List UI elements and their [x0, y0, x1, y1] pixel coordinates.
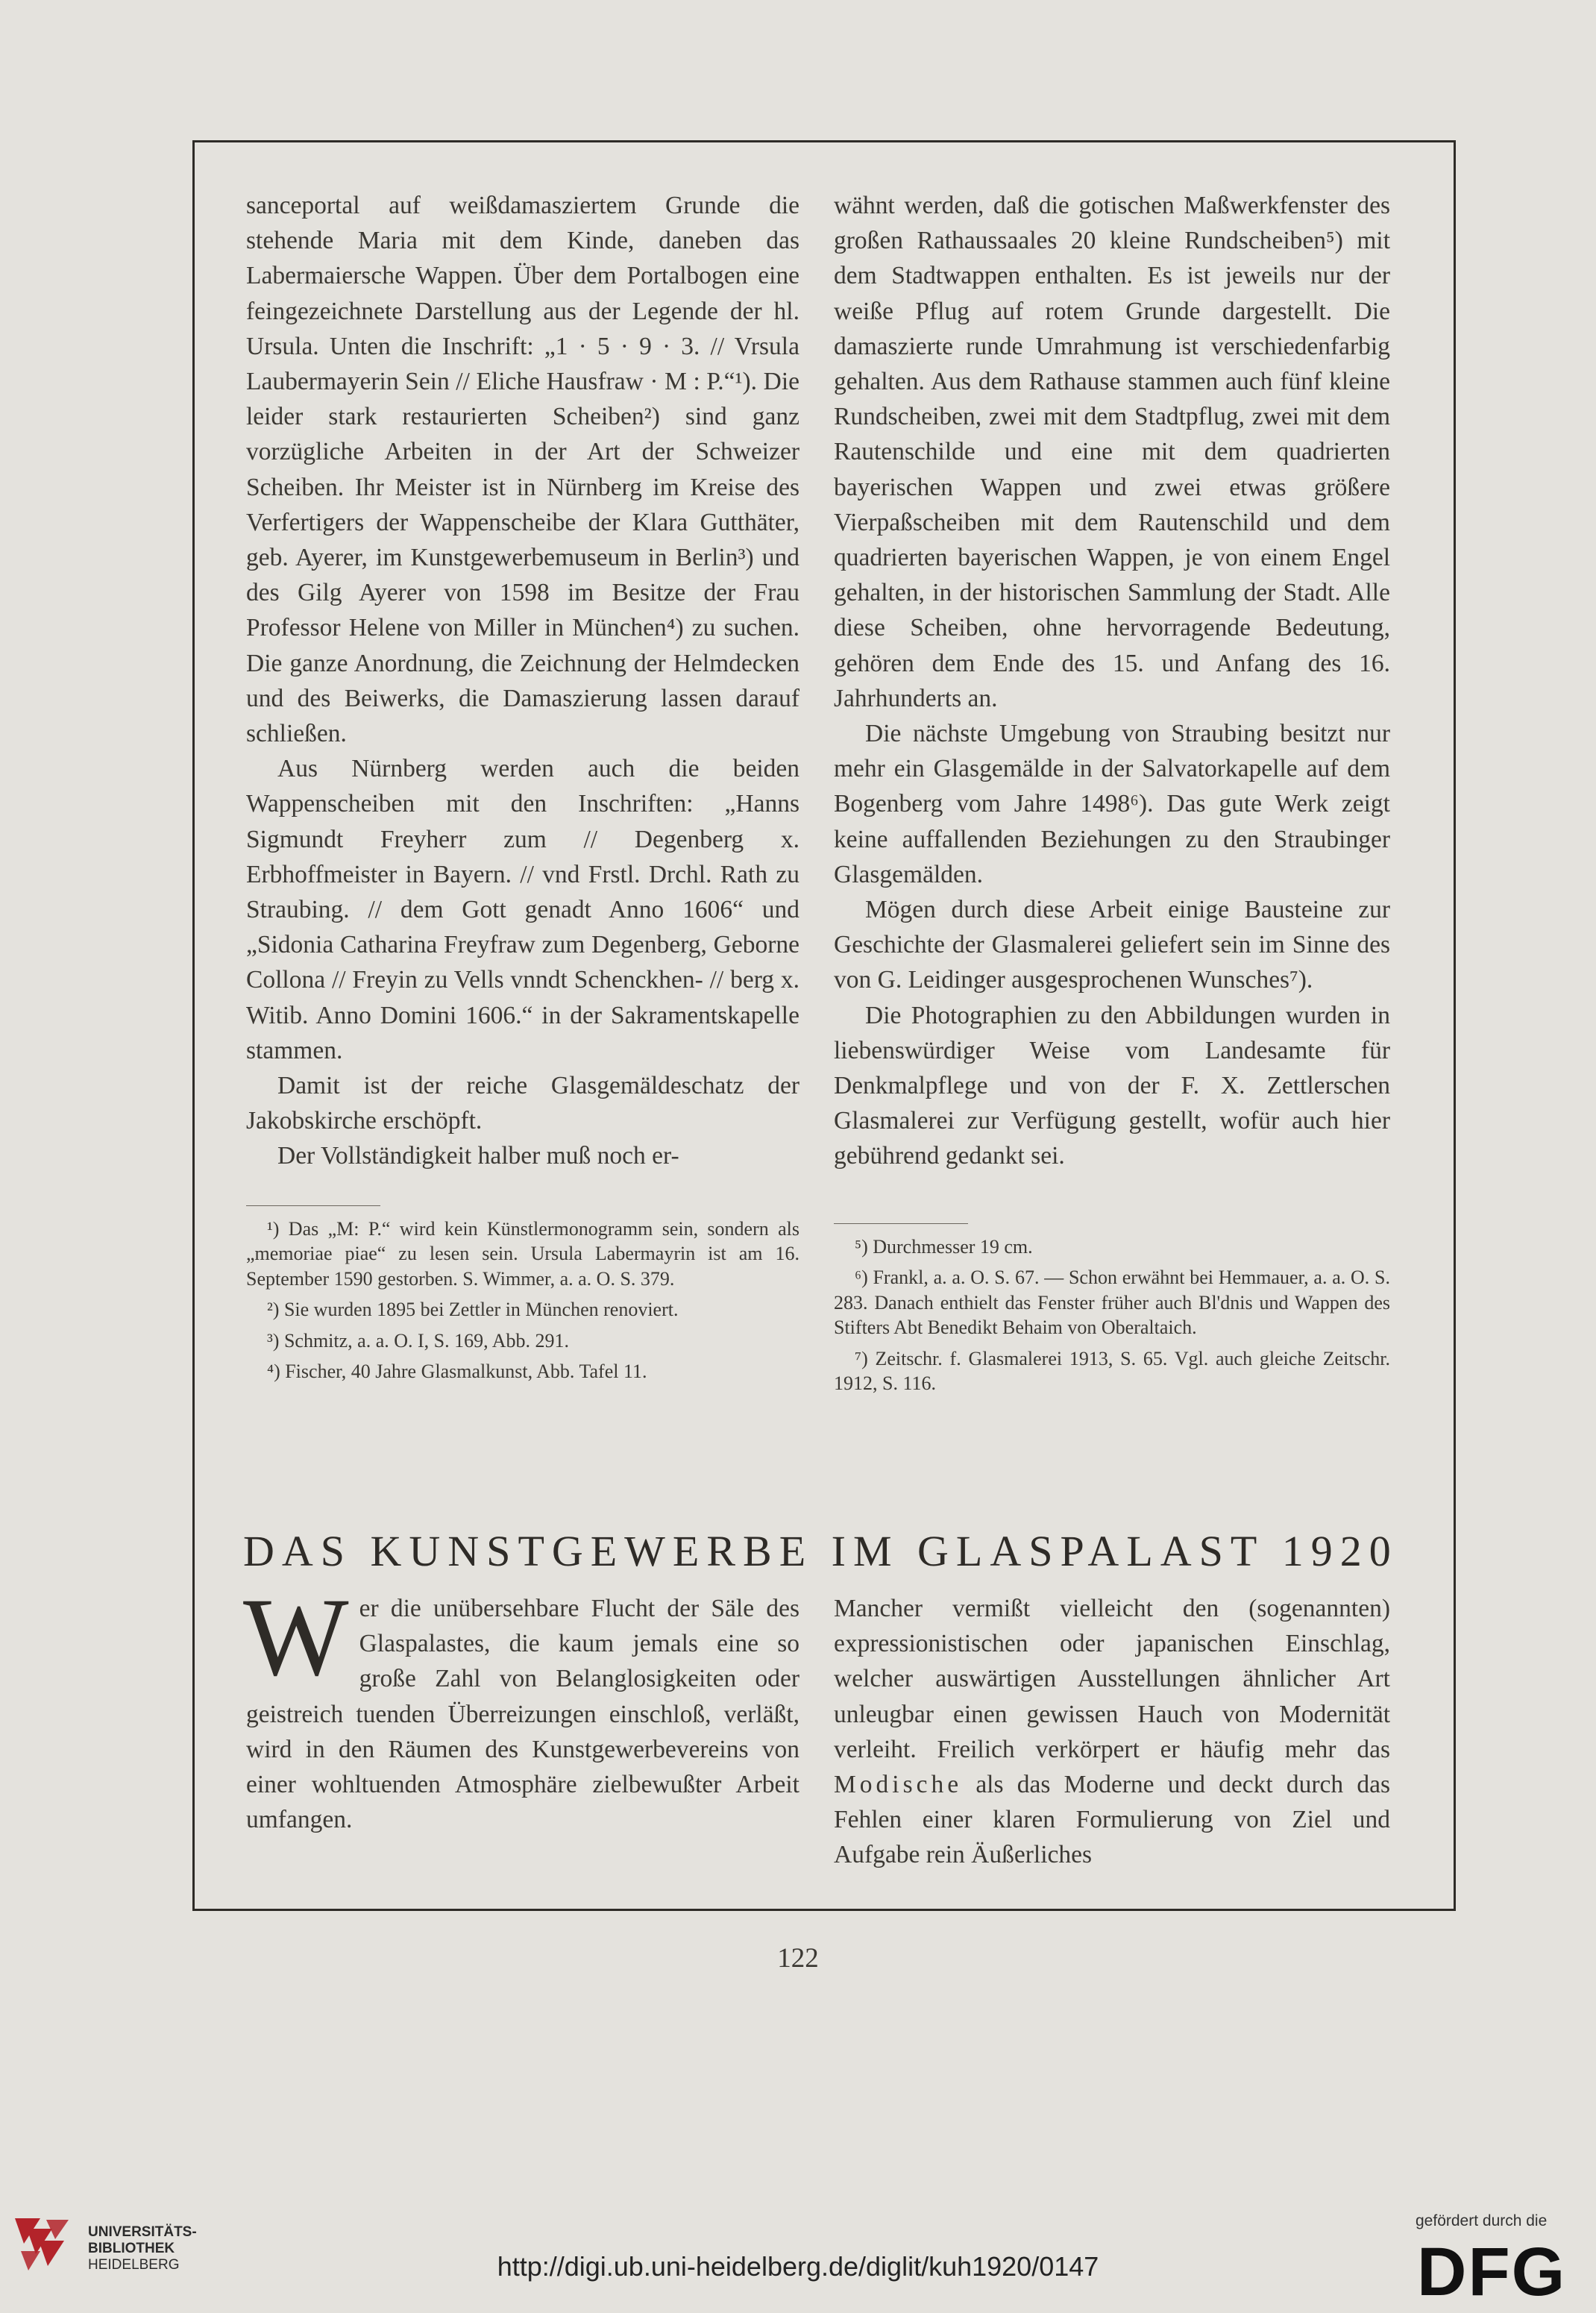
paragraph — [243, 1575, 799, 1837]
library-line: UNIVERSITÄTS- — [88, 2224, 197, 2240]
footnote: ⁵) Durchmesser 19 cm. — [855, 1236, 1033, 1258]
paragraph: Die Photographien zu den Abbildungen wurden in liebenswürdiger Weise vom Landesamte für Denkmalpflege und von der F. X. Zettlerschen Glasmalerei zur Verfügung gestellt, wofür auch hier gebührend gedankt sei. — [834, 1001, 1390, 1170]
paragraph: Der Vollständigkeit halber muß noch er- — [277, 1142, 679, 1170]
footnote: ³) Schmitz, a. a. O. I, S. 169, Abb. 291. — [267, 1329, 569, 1352]
paragraph: sanceportal auf weißdamasziertem Grunde die stehende Maria mit dem Kinde, daneben das Labermaiersche Wappen. Über dem Portalbogen eine feingezeichnete Darstellung aus der Legende der hl. Ursula. Unten die Inschrift: „1 · 5 · 9 · 3. // Vrsula Laubermayerin Sein // Eliche Hausfraw · M : P.“¹). Die leider stark restaurierten Scheiben²) sind ganz vorzügliche Arbeiten in der Art der Schweizer Scheiben. Ihr Meister ist in Nürnberg im Kreise des Verfertigers der Wappenscheibe der Klara Gutthäter, geb. Ayerer, im Kunstgewerbemuseum in Berlin³) und des Gilg Ayerer von 1598 im Besitze der Frau Professor Helene von Miller in München⁴) zu suchen. Die ganze Anordnung, die Zeichnung der Helmdecken und des Beiwerks, die Damaszierung lassen darauf schließen. — [246, 192, 799, 748]
paragraph: Die nächste Umgebung von Straubing besitzt nur mehr ein Glasgemälde in der Salvatorkapelle auf dem Bogenberg vom Jahre 1498⁶). Das gute Werk zeigt keine auffallenden Beziehungen zu den Straubinger Glasgemälden. — [834, 720, 1390, 888]
article-right-column — [834, 1591, 1390, 1873]
article-heading: DAS KUNSTGEWERBE IM GLASPALAST 1920 — [243, 1527, 1398, 1575]
footnote: ¹) Das „M: P.“ wird kein Künstlermonogramm sein, sondern als „memoriae piae“ zu lesen sein. Ursula Labermayrin ist am 16. September 1590 gestorben. S. Wimmer, a. a. O. S. 379. — [246, 1218, 799, 1290]
footnote-divider — [834, 1223, 968, 1224]
page-number: 122 — [777, 1943, 819, 1974]
footnote: ²) Sie wurden 1895 bei Zettler in München renoviert. — [267, 1299, 679, 1321]
paragraph: Damit ist der reiche Glasgemäldeschatz der Jakobskirche erschöpft. — [246, 1072, 799, 1135]
paragraph — [834, 1591, 1390, 1873]
library-line: BIBLIOTHEK — [88, 2241, 175, 2256]
footnotes-right — [834, 1223, 1390, 1402]
paragraph: Aus Nürnberg werden auch die beiden Wappenscheiben mit den Inschriften: „Hanns Sigmundt Freyherr zum // Degenberg x. Erbhoffmeister in Bayern. // vnd Frstl. Drchl. Rath zu Straubing. // dem Gott genadt Anno 1606“ und „Sidonia Catharina Freyfraw zum Degenberg, Geborne Collona // Freyin zu Vells vnndt Schenckhen- // berg x. Witib. Anno Domini 1606.“ in der Sakramentskapelle stammen. — [246, 755, 799, 1064]
article-left-column — [243, 1575, 799, 1837]
footnote-divider — [246, 1205, 380, 1206]
funded-by-label: gefördert durch die — [1416, 2212, 1548, 2229]
footnote: ⁶) Frankl, a. a. O. S. 67. — Schon erwähnt bei Hemmauer, a. a. O. S. 283. Danach enthielt das Fenster früher auch Bl'dnis und Wappen des Stifters Abt Benedikt Behaim von Oberaltaich. — [834, 1267, 1390, 1339]
article-text: als das Moderne und deckt durch das Fehlen einer klaren Formulierung von Ziel und Aufgabe rein Äußerliches — [834, 1771, 1390, 1869]
article-text: Mancher vermißt vielleicht den (sogenannten) expressionistischen oder japanischen Einschlag, welcher auswärtigen Ausstellungen ähnlicher Art unleugbar einen gewissen Hauch von Modernität verleiht. Freilich verkörpert er häufig mehr das — [834, 1595, 1390, 1763]
library-line: HEIDELBERG — [88, 2257, 180, 2273]
upper-left-column — [246, 188, 799, 1174]
upper-right-column — [834, 188, 1390, 1174]
emphasized-word: Modische — [834, 1771, 963, 1799]
footnote: ⁴) Fischer, 40 Jahre Glasmalkunst, Abb. Tafel 11. — [267, 1361, 647, 1383]
footnotes-left — [246, 1205, 799, 1390]
footnote: ⁷) Zeitschr. f. Glasmalerei 1913, S. 65. Vgl. auch gleiche Zeitschr. 1912, S. 116. — [834, 1347, 1390, 1395]
source-url-link[interactable]: http://digi.ub.uni-heidelberg.de/diglit/kuh1920/0147 — [497, 2251, 1099, 2282]
drop-cap: W — [243, 1575, 349, 1699]
paragraph: wähnt werden, daß die gotischen Maßwerkfenster des großen Rathaussaales 20 kleine Rundscheiben⁵) mit dem Stadtwappen enthalten. Es ist jeweils nur der weiße Pflug auf rotem Grunde dargestellt. Die damaszierte runde Umrahmung ist verschiedenfarbig gehalten. Aus dem Rathause stammen auch fünf kleine Rundscheiben, zwei mit dem Stadtpflug, zwei mit dem Rautenschilde und eine mit dem quadrierten bayerischen Wappen und zwei etwas größere Vierpaßscheiben mit dem Rautenschild und dem quadrierten bayerischen Wappen, je von einem Engel gehalten, in der historischen Sammlung der Stadt. Alle diese Scheiben, ohne hervorragende Bedeutung, gehören dem Ende des 15. und Anfang des 16. Jahrhunderts an. — [834, 192, 1390, 712]
article-text: er die unübersehbare Flucht der Säle des Glaspalastes, die kaum jemals eine so große Zahl von Belanglosigkeiten oder geistreich tuenden Überreizungen einschloß, verläßt, wird in den Räumen des Kunstgewerbevereins von einer wohltuenden Atmosphäre zielbewußter Arbeit umfangen. — [246, 1595, 799, 1834]
dfg-logo: DFG — [1417, 2234, 1567, 2310]
paragraph: Mögen durch diese Arbeit einige Bausteine zur Geschichte der Glasmalerei geliefert sein im Sinne des von G. Leidinger ausgesprochenen Wunsches⁷). — [834, 896, 1390, 994]
